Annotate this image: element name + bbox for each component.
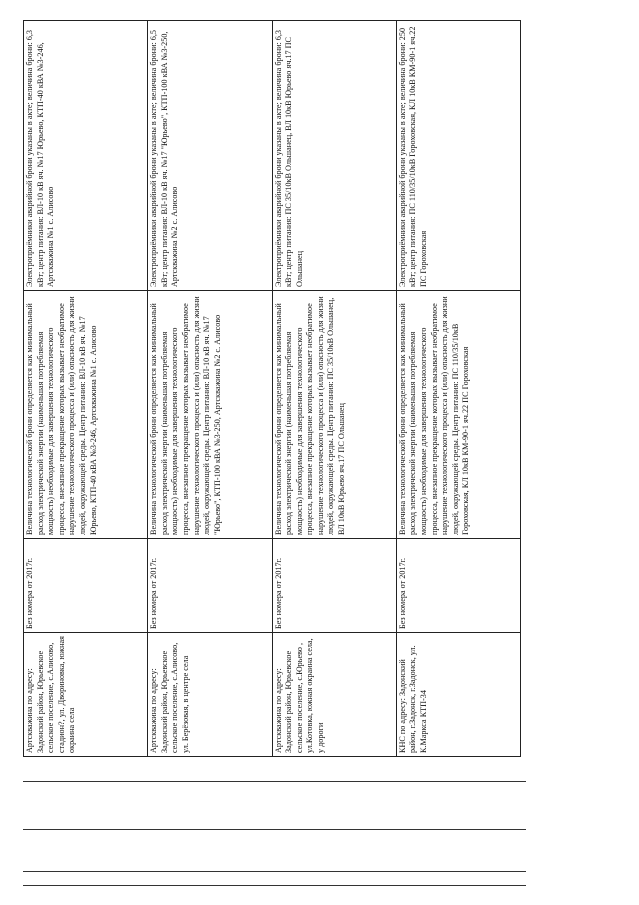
- act-number-cell: Без номера от 2017г.: [24, 539, 148, 633]
- act-number-cell: Без номера от 2017г.: [148, 539, 272, 633]
- page-rule-4: [23, 885, 526, 886]
- object-address-cell: Артскважина по адресу: Задонский район, Юрьевское сельское поселение, с.Юрьево , ул.Котовка, южная окраина села, у дороги: [272, 633, 396, 757]
- table-row: [24, 21, 148, 757]
- object-address-cell: Артскважина по адресу: Задонский район, Юрьевское сельское поселение, с.Алисово, ул. Берёзовая, в центре села: [148, 633, 272, 757]
- page-rule-2: [23, 829, 526, 830]
- act-number-cell: Без номера от 2017г.: [272, 539, 396, 633]
- object-address-cell: КНС по адресу: Задонский район, г.Задонск, г.Задонск, ул. К.Маркса КТП-34: [396, 633, 520, 757]
- emergency-reserve-cell: Электроприёмники аварийной брони указаны в акте; величина брони: 6,3 кВт; центр питания: ВЛ-10 кВ яч. №17 Юрьево, КТП-40 кВА №3-246, Артскважина №1 с. Алисово: [24, 21, 148, 291]
- table-row: [148, 21, 272, 757]
- table-row: [396, 21, 520, 757]
- emergency-reserve-cell: Электроприёмники аварийной брони указаны в акте; величина брони: 6,3 кВт; центр питания: ПС 35/10кВ Ольшанец, ВЛ 10кВ Юрьево яч.17 ПС Ольшанец: [272, 21, 396, 291]
- tech-reserve-cell: Величина технологической брони определяется как минимальный расход электрической энергии (наименьшая потребляемая мощность) необходимые для завершения технологического процесса, внезапное прекращение которых вызывает необратимое нарушение технологического процесса и (или) опасность для жизни людей, окружающей среды. Центр питания: ПС 110/35/10кВ Гороховская, КЛ 10кВ КМ-90-1 яч.22 ПС Гороховская: [396, 291, 520, 539]
- emergency-reserve-cell: Электроприёмники аварийной брони указаны в акте; величина брони: 250 кВт; центр питания: ПС 110/35/10кВ Гороховская, КЛ 10кВ КМ-90-1 яч.22 ПС Гороховская: [396, 21, 520, 291]
- brony-table: [23, 20, 521, 757]
- act-number-cell: Без номера от 2017г.: [396, 539, 520, 633]
- rotated-table-page: [23, 21, 521, 757]
- table-row: [272, 21, 396, 757]
- tech-reserve-cell: Величина технологической брони определяется как минимальный расход электрической энергии (наименьшая потребляемая мощность) необходимые для завершения технологического процесса, внезапное прекращение которых вызывает необратимое нарушение технологического процесса и (или) опасность для жизни людей, окружающей среды. Центр питания: ВЛ-10 кВ яч. №17 Юрьево, КТП-40 кВА №3-246, Артскважина №1 с. Алисово: [24, 291, 148, 539]
- tech-reserve-cell: Величина технологической брони определяется как минимальный расход электрической энергии (наименьшая потребляемая мощность) необходимые для завершения технологического процесса, внезапное прекращение которых вызывает необратимое нарушение технологического процесса и (или) опасность для жизни людей, окружающей среды. Центр питания: ВЛ-10 кВ яч. №17 "Юрьево", КТП-100 кВА №3-250, Артскважина №2 с. Алисово: [148, 291, 272, 539]
- tech-reserve-cell: Величина технологической брони определяется как минимальный расход электрической энергии (наименьшая потребляемая мощность) необходимые для завершения технологического процесса, внезапное прекращение которых вызывает необратимое нарушение технологического процесса и (или) опасность для жизни людей, окружающей среды. Центр питания: ПС 35/10кВ Ольшанец, ВЛ 10кВ Юрьево яч.17 ПС Ольшанец: [272, 291, 396, 539]
- object-address-cell: Артскважина по адресу: Задонский район, Юрьевское сельское поселение, с.Алисово, стадион?, ул. Двориновка, южная окраина села: [24, 633, 148, 757]
- page-rule-3: [23, 871, 526, 872]
- page-rule-1: [23, 781, 526, 782]
- emergency-reserve-cell: Электроприёмники аварийной брони указаны в акте; величина брони: 6,5 кВт; центр питания: ВЛ-10 кВ яч. №17 "Юрьево", КТП-100 кВА №3-250, Артскважина №2 с. Алисово: [148, 21, 272, 291]
